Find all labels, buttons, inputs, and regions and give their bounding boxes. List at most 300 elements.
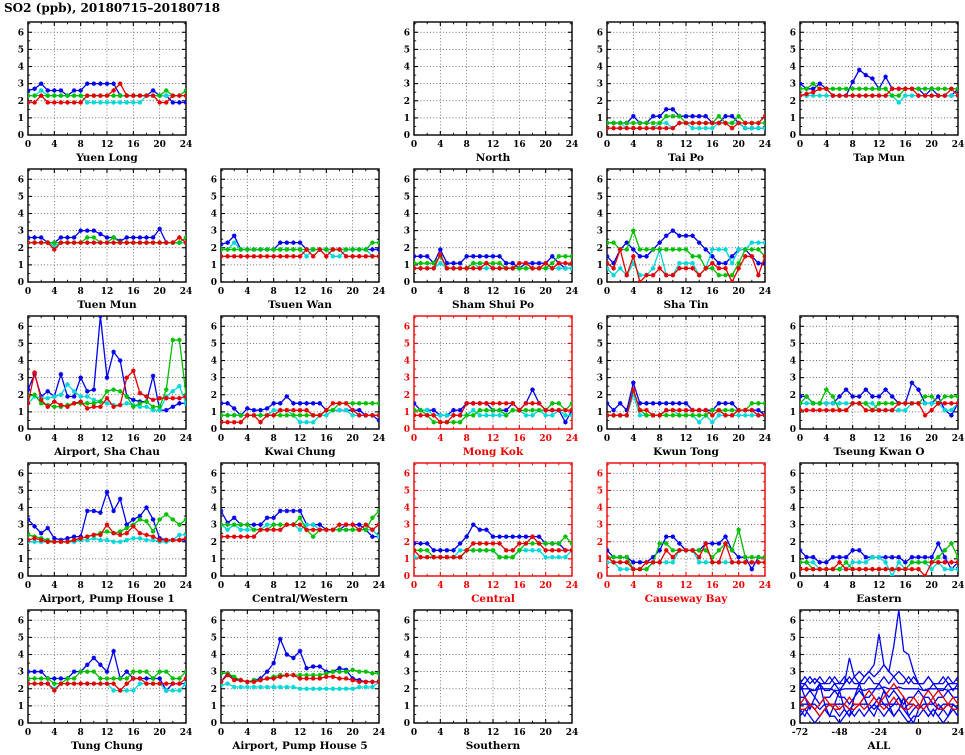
svg-text:0: 0 <box>789 131 796 141</box>
svg-text:2: 2 <box>789 390 796 401</box>
svg-text:6: 6 <box>789 616 796 627</box>
svg-text:3: 3 <box>403 79 410 90</box>
svg-text:5: 5 <box>210 339 217 350</box>
svg-text:0: 0 <box>403 572 410 582</box>
svg-text:2: 2 <box>596 537 603 548</box>
svg-text:3: 3 <box>403 667 410 678</box>
chart-svg-tung-chung <box>0 604 193 751</box>
svg-text:5: 5 <box>403 633 410 644</box>
svg-text:12: 12 <box>486 581 500 591</box>
svg-text:4: 4 <box>789 62 796 73</box>
svg-text:0: 0 <box>403 719 410 729</box>
svg-text:16: 16 <box>320 581 333 591</box>
chart-svg-tai-po <box>579 16 772 163</box>
svg-text:2: 2 <box>17 684 24 695</box>
svg-text:Causeway Bay: Causeway Bay <box>644 593 728 604</box>
svg-text:5: 5 <box>789 486 796 497</box>
svg-text:0: 0 <box>24 140 32 150</box>
svg-text:1: 1 <box>596 554 603 565</box>
svg-text:0: 0 <box>603 287 611 297</box>
svg-text:Sham Shui Po: Sham Shui Po <box>452 299 534 310</box>
chart-svg-mong-kok <box>386 310 579 457</box>
svg-text:3: 3 <box>596 373 603 384</box>
svg-text:3: 3 <box>403 373 410 384</box>
svg-text:12: 12 <box>486 434 500 444</box>
svg-text:6: 6 <box>596 322 603 333</box>
svg-text:24: 24 <box>372 287 386 297</box>
svg-text:3: 3 <box>789 520 796 531</box>
svg-text:3: 3 <box>403 226 410 237</box>
svg-text:0: 0 <box>17 278 24 288</box>
chart-svg-all <box>772 604 965 751</box>
svg-text:Airport, Pump House 1: Airport, Pump House 1 <box>39 593 175 604</box>
chart-central-western <box>193 457 386 604</box>
svg-text:8: 8 <box>463 728 470 738</box>
svg-text:8: 8 <box>656 287 663 297</box>
svg-text:12: 12 <box>100 434 114 444</box>
svg-text:5: 5 <box>789 633 796 644</box>
svg-text:16: 16 <box>706 434 719 444</box>
svg-text:2: 2 <box>403 243 410 254</box>
svg-text:2: 2 <box>17 96 24 107</box>
svg-text:4: 4 <box>403 650 410 661</box>
chart-tseung-kwan-o <box>772 310 965 457</box>
svg-text:2: 2 <box>403 684 410 695</box>
svg-text:6: 6 <box>210 322 217 333</box>
svg-text:0: 0 <box>217 287 225 297</box>
chart-svg-north <box>386 16 579 163</box>
svg-text:8: 8 <box>656 581 663 591</box>
svg-text:6: 6 <box>596 175 603 186</box>
svg-text:0: 0 <box>796 140 804 150</box>
svg-text:4: 4 <box>51 140 58 150</box>
svg-text:24: 24 <box>758 140 772 150</box>
svg-text:8: 8 <box>270 728 277 738</box>
svg-text:0: 0 <box>410 434 418 444</box>
svg-text:Tung Chung: Tung Chung <box>71 740 143 751</box>
svg-text:-72: -72 <box>791 728 809 738</box>
svg-text:20: 20 <box>539 728 552 738</box>
svg-text:20: 20 <box>539 287 552 297</box>
svg-text:1: 1 <box>17 554 24 565</box>
svg-text:6: 6 <box>596 28 603 39</box>
svg-text:4: 4 <box>244 728 251 738</box>
svg-text:4: 4 <box>403 503 410 514</box>
svg-text:ALL: ALL <box>867 740 891 751</box>
svg-text:Central/Western: Central/Western <box>252 593 348 604</box>
svg-text:4: 4 <box>437 287 444 297</box>
svg-text:0: 0 <box>403 425 410 435</box>
svg-text:8: 8 <box>463 581 470 591</box>
svg-text:0: 0 <box>603 140 611 150</box>
chart-kwun-tong <box>579 310 772 457</box>
svg-text:2: 2 <box>789 684 796 695</box>
svg-text:20: 20 <box>925 434 938 444</box>
svg-text:4: 4 <box>403 209 410 220</box>
svg-text:1: 1 <box>17 407 24 418</box>
svg-text:0: 0 <box>24 728 32 738</box>
svg-text:24: 24 <box>758 287 772 297</box>
chart-airport-sha-chau <box>0 310 193 457</box>
svg-text:8: 8 <box>270 581 277 591</box>
svg-text:6: 6 <box>403 322 410 333</box>
svg-text:1: 1 <box>596 260 603 271</box>
svg-text:3: 3 <box>17 373 24 384</box>
chart-all <box>772 604 965 751</box>
svg-text:24: 24 <box>565 728 579 738</box>
svg-text:0: 0 <box>403 131 410 141</box>
chart-eastern <box>772 457 965 604</box>
chart-svg-kwai-chung <box>193 310 386 457</box>
svg-text:2: 2 <box>596 243 603 254</box>
svg-text:12: 12 <box>100 140 114 150</box>
svg-text:4: 4 <box>823 140 830 150</box>
svg-text:0: 0 <box>915 728 922 738</box>
chart-yuen-long <box>0 16 193 163</box>
chart-svg-airport-pump-house-5 <box>193 604 386 751</box>
svg-text:12: 12 <box>100 728 114 738</box>
svg-text:5: 5 <box>210 633 217 644</box>
svg-text:20: 20 <box>539 140 552 150</box>
svg-text:8: 8 <box>463 434 470 444</box>
svg-text:24: 24 <box>565 287 579 297</box>
svg-text:0: 0 <box>24 287 32 297</box>
svg-text:16: 16 <box>127 581 140 591</box>
chart-svg-tseung-kwan-o <box>772 310 965 457</box>
svg-text:8: 8 <box>77 581 84 591</box>
svg-text:0: 0 <box>17 719 24 729</box>
svg-text:0: 0 <box>789 572 796 582</box>
svg-text:3: 3 <box>17 520 24 531</box>
svg-text:20: 20 <box>346 728 359 738</box>
svg-text:Kwai Chung: Kwai Chung <box>264 446 336 457</box>
svg-text:3: 3 <box>210 226 217 237</box>
svg-text:24: 24 <box>565 140 579 150</box>
svg-text:8: 8 <box>656 140 663 150</box>
svg-text:3: 3 <box>789 667 796 678</box>
svg-text:Tsuen Wan: Tsuen Wan <box>268 299 332 310</box>
svg-text:5: 5 <box>403 45 410 56</box>
svg-text:16: 16 <box>513 728 526 738</box>
svg-text:3: 3 <box>596 520 603 531</box>
svg-text:12: 12 <box>100 581 114 591</box>
svg-text:20: 20 <box>153 140 166 150</box>
chart-svg-causeway-bay <box>579 457 772 604</box>
svg-text:6: 6 <box>403 616 410 627</box>
chart-mong-kok <box>386 310 579 457</box>
svg-text:24: 24 <box>758 434 772 444</box>
svg-text:4: 4 <box>437 140 444 150</box>
svg-text:1: 1 <box>789 701 796 712</box>
svg-text:5: 5 <box>789 45 796 56</box>
svg-text:2: 2 <box>17 537 24 548</box>
svg-text:6: 6 <box>403 28 410 39</box>
chart-svg-sha-tin <box>579 163 772 310</box>
svg-text:Tuen Mun: Tuen Mun <box>77 299 137 310</box>
chart-airport-pump-house-1 <box>0 457 193 604</box>
svg-text:4: 4 <box>51 287 58 297</box>
svg-text:12: 12 <box>679 434 693 444</box>
svg-text:24: 24 <box>758 581 772 591</box>
svg-text:4: 4 <box>437 434 444 444</box>
svg-text:20: 20 <box>925 140 938 150</box>
svg-text:0: 0 <box>410 728 418 738</box>
svg-text:20: 20 <box>925 581 938 591</box>
svg-text:16: 16 <box>127 140 140 150</box>
svg-text:16: 16 <box>513 434 526 444</box>
svg-text:12: 12 <box>293 434 307 444</box>
svg-text:5: 5 <box>17 192 24 203</box>
svg-text:Tap Mun: Tap Mun <box>853 152 905 163</box>
svg-text:8: 8 <box>77 728 84 738</box>
svg-text:0: 0 <box>17 131 24 141</box>
svg-text:20: 20 <box>153 287 166 297</box>
svg-text:4: 4 <box>596 356 603 367</box>
chart-svg-central-western <box>193 457 386 604</box>
svg-text:12: 12 <box>486 140 500 150</box>
chart-tap-mun <box>772 16 965 163</box>
svg-text:5: 5 <box>789 339 796 350</box>
svg-text:5: 5 <box>210 192 217 203</box>
svg-text:1: 1 <box>210 554 217 565</box>
svg-text:20: 20 <box>732 581 745 591</box>
chart-sham-shui-po <box>386 163 579 310</box>
svg-text:2: 2 <box>789 96 796 107</box>
svg-text:8: 8 <box>849 140 856 150</box>
svg-text:2: 2 <box>210 390 217 401</box>
svg-text:12: 12 <box>293 581 307 591</box>
svg-text:12: 12 <box>293 728 307 738</box>
chart-tai-po <box>579 16 772 163</box>
svg-text:16: 16 <box>513 140 526 150</box>
svg-text:0: 0 <box>210 719 217 729</box>
svg-text:24: 24 <box>565 581 579 591</box>
svg-text:1: 1 <box>596 407 603 418</box>
chart-sha-tin <box>579 163 772 310</box>
chart-svg-yuen-long <box>0 16 193 163</box>
svg-text:1: 1 <box>403 260 410 271</box>
svg-text:3: 3 <box>210 373 217 384</box>
svg-text:5: 5 <box>403 339 410 350</box>
svg-text:20: 20 <box>346 434 359 444</box>
svg-text:0: 0 <box>410 581 418 591</box>
svg-text:2: 2 <box>403 96 410 107</box>
svg-text:3: 3 <box>17 226 24 237</box>
svg-text:20: 20 <box>732 434 745 444</box>
svg-text:20: 20 <box>346 581 359 591</box>
svg-text:8: 8 <box>77 287 84 297</box>
svg-text:Airport, Sha Chau: Airport, Sha Chau <box>54 446 160 457</box>
svg-text:16: 16 <box>706 140 719 150</box>
svg-text:2: 2 <box>17 390 24 401</box>
svg-text:20: 20 <box>153 728 166 738</box>
svg-text:12: 12 <box>679 140 693 150</box>
svg-text:Tai Po: Tai Po <box>668 152 704 163</box>
svg-text:0: 0 <box>603 581 611 591</box>
svg-text:Kwun Tong: Kwun Tong <box>653 446 719 457</box>
svg-text:0: 0 <box>17 572 24 582</box>
svg-text:12: 12 <box>679 287 693 297</box>
svg-text:1: 1 <box>210 407 217 418</box>
svg-text:2: 2 <box>210 684 217 695</box>
svg-text:6: 6 <box>403 469 410 480</box>
svg-text:4: 4 <box>789 503 796 514</box>
svg-text:4: 4 <box>51 728 58 738</box>
svg-text:4: 4 <box>51 581 58 591</box>
svg-text:16: 16 <box>320 728 333 738</box>
svg-text:-24: -24 <box>870 728 888 738</box>
chart-svg-eastern <box>772 457 965 604</box>
svg-text:0: 0 <box>210 425 217 435</box>
svg-text:6: 6 <box>210 469 217 480</box>
svg-text:20: 20 <box>346 287 359 297</box>
svg-text:24: 24 <box>179 287 193 297</box>
svg-text:24: 24 <box>951 434 965 444</box>
svg-text:20: 20 <box>732 287 745 297</box>
svg-text:12: 12 <box>872 140 886 150</box>
svg-text:16: 16 <box>899 581 912 591</box>
chart-svg-airport-pump-house-1 <box>0 457 193 604</box>
svg-text:0: 0 <box>796 434 804 444</box>
svg-text:5: 5 <box>403 192 410 203</box>
svg-text:Mong Kok: Mong Kok <box>462 446 524 457</box>
svg-text:8: 8 <box>463 140 470 150</box>
svg-text:2: 2 <box>403 537 410 548</box>
svg-text:4: 4 <box>789 650 796 661</box>
svg-text:6: 6 <box>403 175 410 186</box>
chart-svg-central <box>386 457 579 604</box>
svg-text:0: 0 <box>17 425 24 435</box>
svg-text:4: 4 <box>244 434 251 444</box>
svg-text:16: 16 <box>513 287 526 297</box>
svg-text:4: 4 <box>403 62 410 73</box>
svg-text:16: 16 <box>513 581 526 591</box>
svg-text:0: 0 <box>596 131 603 141</box>
svg-text:0: 0 <box>596 425 603 435</box>
svg-text:6: 6 <box>17 469 24 480</box>
svg-text:2: 2 <box>210 243 217 254</box>
svg-text:8: 8 <box>77 434 84 444</box>
svg-text:20: 20 <box>153 434 166 444</box>
svg-text:16: 16 <box>127 728 140 738</box>
chart-svg-airport-sha-chau <box>0 310 193 457</box>
svg-text:8: 8 <box>463 287 470 297</box>
svg-text:16: 16 <box>127 434 140 444</box>
svg-text:Tseung Kwan O: Tseung Kwan O <box>833 446 925 457</box>
svg-text:Airport, Pump House 5: Airport, Pump House 5 <box>232 740 368 751</box>
svg-text:2: 2 <box>17 243 24 254</box>
svg-text:12: 12 <box>293 287 307 297</box>
svg-text:6: 6 <box>17 175 24 186</box>
svg-text:1: 1 <box>17 113 24 124</box>
svg-text:24: 24 <box>951 728 965 738</box>
svg-text:16: 16 <box>899 140 912 150</box>
chart-tung-chung <box>0 604 193 751</box>
svg-text:8: 8 <box>270 434 277 444</box>
svg-text:3: 3 <box>210 667 217 678</box>
chart-tsuen-wan <box>193 163 386 310</box>
svg-text:4: 4 <box>630 434 637 444</box>
svg-text:1: 1 <box>596 113 603 124</box>
svg-text:4: 4 <box>210 650 217 661</box>
svg-text:0: 0 <box>789 425 796 435</box>
svg-text:24: 24 <box>179 728 193 738</box>
svg-text:4: 4 <box>789 356 796 367</box>
svg-text:4: 4 <box>17 62 24 73</box>
svg-text:1: 1 <box>789 113 796 124</box>
svg-text:6: 6 <box>596 469 603 480</box>
svg-text:4: 4 <box>210 209 217 220</box>
svg-text:Yuen Long: Yuen Long <box>76 152 138 163</box>
svg-text:0: 0 <box>217 728 225 738</box>
svg-text:4: 4 <box>244 287 251 297</box>
svg-text:8: 8 <box>270 287 277 297</box>
svg-text:1: 1 <box>403 554 410 565</box>
chart-north <box>386 16 579 163</box>
svg-text:4: 4 <box>244 581 251 591</box>
svg-text:4: 4 <box>630 287 637 297</box>
svg-text:1: 1 <box>17 701 24 712</box>
svg-text:0: 0 <box>217 581 225 591</box>
svg-text:6: 6 <box>17 28 24 39</box>
svg-text:1: 1 <box>17 260 24 271</box>
svg-text:24: 24 <box>372 434 386 444</box>
svg-text:24: 24 <box>179 581 193 591</box>
svg-text:4: 4 <box>210 503 217 514</box>
svg-text:24: 24 <box>372 728 386 738</box>
chart-southern <box>386 604 579 751</box>
svg-text:12: 12 <box>486 728 500 738</box>
svg-text:24: 24 <box>565 434 579 444</box>
svg-text:20: 20 <box>539 581 552 591</box>
svg-text:6: 6 <box>17 616 24 627</box>
svg-text:3: 3 <box>403 520 410 531</box>
svg-text:4: 4 <box>596 503 603 514</box>
svg-text:24: 24 <box>179 434 193 444</box>
svg-text:0: 0 <box>210 572 217 582</box>
svg-text:6: 6 <box>210 175 217 186</box>
svg-text:16: 16 <box>320 434 333 444</box>
chart-airport-pump-house-5 <box>193 604 386 751</box>
svg-text:16: 16 <box>899 434 912 444</box>
svg-text:4: 4 <box>823 581 830 591</box>
svg-text:4: 4 <box>403 356 410 367</box>
svg-text:4: 4 <box>437 728 444 738</box>
svg-text:4: 4 <box>17 503 24 514</box>
svg-text:Central: Central <box>471 593 515 604</box>
svg-text:5: 5 <box>403 486 410 497</box>
svg-text:0: 0 <box>217 434 225 444</box>
svg-text:0: 0 <box>603 434 611 444</box>
svg-text:12: 12 <box>679 581 693 591</box>
svg-text:0: 0 <box>210 278 217 288</box>
chart-svg-tuen-mun <box>0 163 193 310</box>
svg-text:20: 20 <box>732 140 745 150</box>
svg-text:16: 16 <box>706 581 719 591</box>
svg-text:4: 4 <box>17 209 24 220</box>
svg-text:24: 24 <box>179 140 193 150</box>
svg-text:8: 8 <box>656 434 663 444</box>
svg-text:24: 24 <box>372 581 386 591</box>
svg-text:5: 5 <box>596 486 603 497</box>
svg-text:4: 4 <box>596 209 603 220</box>
svg-text:0: 0 <box>410 140 418 150</box>
svg-text:1: 1 <box>210 701 217 712</box>
svg-text:0: 0 <box>596 278 603 288</box>
svg-text:20: 20 <box>153 581 166 591</box>
svg-text:Sha Tin: Sha Tin <box>663 299 709 310</box>
svg-text:4: 4 <box>17 356 24 367</box>
